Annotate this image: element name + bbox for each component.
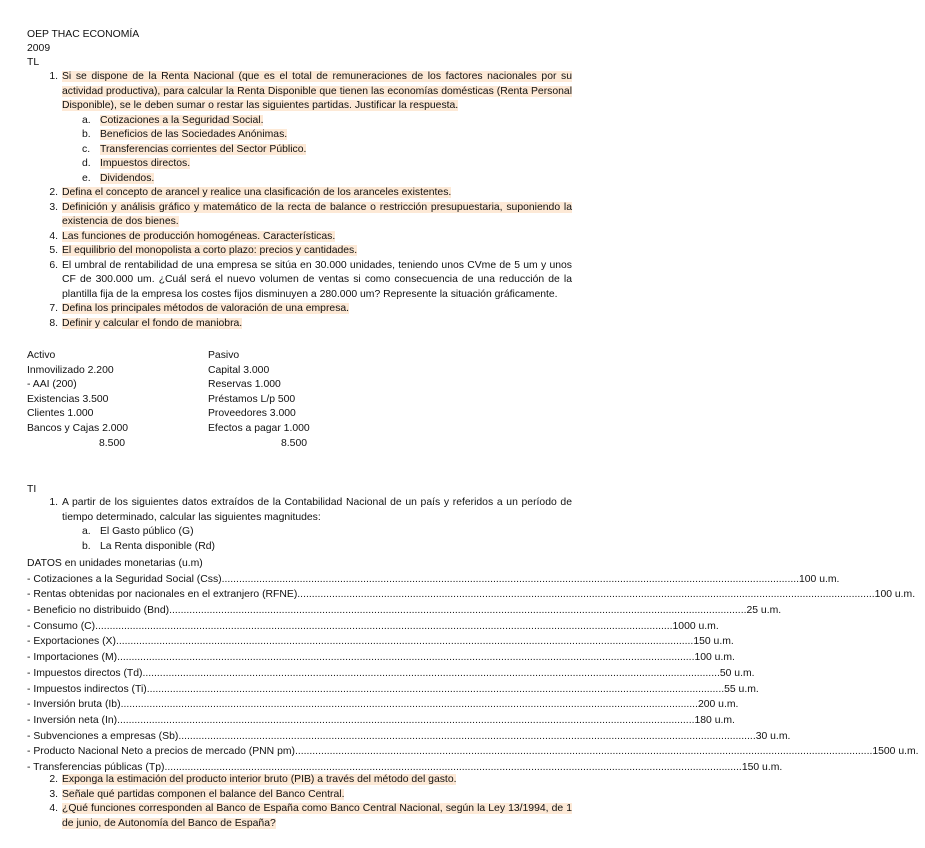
subitem-text: Impuestos directos. — [100, 158, 191, 169]
datos-value: 50 u.m. — [719, 667, 755, 679]
datos-value: 55 u.m. — [724, 683, 759, 695]
pasivo-item: Préstamos L/p 500 — [208, 393, 296, 405]
datos-row — [27, 603, 782, 619]
datos-table — [27, 556, 919, 776]
tl-question-5 — [44, 244, 572, 259]
question-text: Señale qué partidas componen el balance del Banco Central. — [62, 788, 345, 800]
subitem-text: Beneficios de las Sociedades Anónimas. — [100, 129, 288, 140]
doc-title: OEP THAC ECONOMÍA — [27, 29, 140, 40]
question-number: 6. — [49, 259, 58, 271]
datos-row — [27, 650, 735, 666]
datos-value: 150 u.m. — [741, 761, 783, 773]
datos-label: - Rentas obtenidas por nacionales en el extranjero (RFNE) — [27, 589, 298, 601]
subitem-text: La Renta disponible (Rd) — [100, 540, 215, 552]
pasivo-item: Capital 3.000 — [208, 364, 270, 376]
pasivo-header: Pasivo — [208, 350, 240, 361]
datos-row — [27, 744, 919, 760]
leader-dots: ........................................................................................................................................................................................................ — [117, 714, 695, 726]
pasivo-item: Reservas 1.000 — [208, 379, 281, 391]
question-number: 2. — [49, 774, 58, 785]
leader-dots: ........................................................................................................................................................................................................ — [169, 605, 747, 617]
datos-label: - Consumo (C) — [27, 620, 96, 632]
datos-label: - Impuestos directos (Td) — [27, 667, 143, 679]
tl-question-6 — [44, 259, 572, 303]
activo-header: Activo — [27, 350, 56, 361]
activo-item: Bancos y Cajas 2.000 — [27, 422, 129, 434]
datos-row — [27, 729, 791, 745]
datos-row — [27, 713, 735, 729]
subitem-letter: b. — [82, 129, 91, 140]
datos-value: 200 u.m. — [697, 699, 739, 711]
question-number: 3. — [49, 201, 58, 213]
balance-sheet — [27, 349, 347, 451]
subitem-letter: d. — [82, 158, 91, 169]
activo-item: Inmovilizado 2.200 — [27, 364, 114, 376]
datos-label: - Cotizaciones a la Seguridad Social (Css) — [27, 573, 222, 585]
tl-question-7 — [44, 302, 572, 317]
subitem-letter: a. — [82, 114, 91, 126]
activo-item: - AAI (200) — [27, 379, 77, 391]
leader-dots: ........................................................................................................................................................................................................ — [95, 620, 673, 632]
question-text: El umbral de rentabilidad de una empresa se sitúa en 30.000 unidades, teniendo unos CVme de 5 um y unos CF de 300.000 um. ¿Cuál será el nuevo volumen de ventas si como consecuencia de una reducción de la plantilla fija de la empresa los costes fijos disminuyen a 280.000 um? Represente la situación gráficamente. — [62, 259, 572, 300]
subitem-letter: e. — [82, 172, 91, 184]
leader-dots: ........................................................................................................................................................................................................ — [120, 699, 698, 711]
datos-row — [27, 666, 755, 682]
leader-dots: ........................................................................................................................................................................................................ — [164, 761, 742, 773]
subitem-text: Dividendos. — [100, 172, 155, 184]
subitem-text: El Gasto público (G) — [100, 526, 194, 537]
tl-question-4 — [44, 230, 572, 245]
question-text: Definir y calcular el fondo de maniobra. — [62, 317, 243, 329]
datos-value: 100 u.m. — [694, 652, 735, 664]
question-text: Si se dispone de la Renta Nacional (que es el total de remuneraciones de los factores nacionales por su actividad productiva), para calcular la Renta Disponible que tienen las economías domésticas (Renta Personal Disponible), se le deben sumar o restar las siguientes partidas. Justificar la respuesta. — [62, 71, 572, 111]
leader-dots: ........................................................................................................................................................................................................ — [294, 746, 873, 758]
activo-item: Clientes 1.000 — [27, 408, 94, 420]
ti-question-4 — [44, 802, 572, 831]
datos-label: - Impuestos indirectos (Ti) — [27, 683, 147, 695]
tl-question-3 — [44, 201, 572, 230]
datos-label: - Inversión bruta (Ib) — [27, 699, 121, 711]
leader-dots: ........................................................................................................................................................................................................ — [178, 730, 756, 742]
pasivo-item: Proveedores 3.000 — [208, 408, 296, 420]
question-text: Exponga la estimación del producto interior bruto (PIB) a través del método del gasto. — [62, 774, 457, 785]
ti-question-1-block — [44, 496, 572, 554]
datos-label: - Importaciones (M) — [27, 652, 118, 664]
datos-row — [27, 587, 916, 603]
datos-rows — [27, 572, 919, 776]
question-number: 7. — [49, 303, 58, 314]
pasivo-item: Efectos a pagar 1.000 — [208, 422, 310, 434]
ti-q1-subitem-a — [44, 525, 572, 540]
datos-value: 1000 u.m. — [672, 620, 719, 632]
ti-question-1 — [44, 496, 572, 525]
datos-label: - Producto Nacional Neto a precios de mercado (PNN pm) — [27, 746, 295, 758]
subitem-letter: b. — [82, 540, 91, 552]
question-number: 8. — [49, 317, 58, 329]
tl-question-list — [44, 70, 572, 331]
question-text: Definición y análisis gráfico y matemático de la recta de balance o restricción presupuestaria, suponiendo la existencia de dos bienes. — [62, 201, 572, 227]
tl-question-8 — [44, 317, 572, 332]
datos-value: 1500 u.m. — [872, 746, 919, 758]
ti-question-list — [44, 773, 572, 831]
pasivo-total: 8.500 — [281, 437, 308, 449]
datos-value: 150 u.m. — [693, 636, 734, 648]
datos-value: 100 u.m. — [874, 589, 916, 601]
datos-value: 30 u.m. — [755, 730, 791, 742]
datos-title: DATOS en unidades monetarias (u.m) — [27, 558, 203, 569]
question-text: ¿Qué funciones corresponden al Banco de España como Banco Central Nacional, según la Ley 13/1994, de 1 de junio, de Autonomía del Banco de España? — [62, 803, 572, 829]
question-number: 3. — [49, 788, 58, 800]
question-number: 2. — [49, 187, 58, 198]
q1-subitem-a — [44, 114, 572, 129]
tl-question-2 — [44, 186, 572, 201]
datos-row — [27, 682, 759, 698]
q1-subitem-c — [44, 143, 572, 158]
leader-dots: ........................................................................................................................................................................................................ — [297, 589, 875, 601]
datos-row — [27, 619, 719, 635]
question-number: 5. — [49, 245, 58, 256]
leader-dots: ........................................................................................................................................................................................................ — [221, 573, 799, 585]
datos-value: 180 u.m. — [694, 714, 735, 726]
ti-question-3 — [44, 788, 572, 803]
question-text: Defina los principales métodos de valoración de una empresa. — [62, 303, 350, 314]
question-number: 1. — [49, 71, 58, 82]
datos-label: - Inversión neta (In) — [27, 714, 118, 726]
question-number: 4. — [49, 803, 58, 814]
datos-label: - Subvenciones a empresas (Sb) — [27, 730, 179, 742]
datos-label: - Exportaciones (X) — [27, 636, 116, 648]
activo-item: Existencias 3.500 — [27, 393, 109, 405]
question-text: Las funciones de producción homogéneas. Características. — [62, 230, 336, 242]
datos-row — [27, 634, 734, 650]
datos-row — [27, 697, 739, 713]
question-text: A partir de los siguientes datos extraídos de la Contabilidad Nacional de un país y referidos a un período de tiempo determinado, calcular las siguientes magnitudes: — [62, 497, 572, 523]
leader-dots: ........................................................................................................................................................................................................ — [117, 652, 695, 664]
subitem-letter: c. — [82, 143, 91, 155]
activo-total: 8.500 — [99, 437, 126, 449]
datos-row — [27, 572, 840, 588]
section-tl: TL — [27, 57, 40, 68]
doc-year: 2009 — [27, 43, 51, 54]
section-ti: TI — [27, 484, 37, 495]
question-number: 4. — [49, 230, 58, 242]
question-text: El equilibrio del monopolista a corto plazo: precios y cantidades. — [62, 245, 358, 256]
datos-label: - Transferencias públicas (Tp) — [27, 761, 165, 773]
leader-dots: ........................................................................................................................................................................................................ — [146, 683, 725, 695]
q1-subitem-e — [44, 172, 572, 187]
ti-question-2 — [44, 773, 572, 788]
subitem-letter: a. — [82, 526, 91, 537]
subitem-text: Cotizaciones a la Seguridad Social. — [100, 114, 264, 126]
q1-subitem-b — [44, 128, 572, 143]
ti-q1-subitem-b — [44, 540, 572, 555]
datos-value: 100 u.m. — [799, 573, 840, 585]
subitem-text: Transferencias corrientes del Sector Público. — [100, 143, 307, 155]
tl-question-1 — [44, 70, 572, 114]
q1-subitem-d — [44, 157, 572, 172]
datos-label: - Beneficio no distribuido (Bnd) — [27, 605, 170, 617]
question-text: Defina el concepto de arancel y realice una clasificación de los aranceles existentes. — [62, 187, 452, 198]
question-number: 1. — [49, 497, 58, 508]
datos-value: 25 u.m. — [746, 605, 782, 617]
leader-dots: ........................................................................................................................................................................................................ — [142, 667, 720, 679]
leader-dots: ........................................................................................................................................................................................................ — [115, 636, 694, 648]
